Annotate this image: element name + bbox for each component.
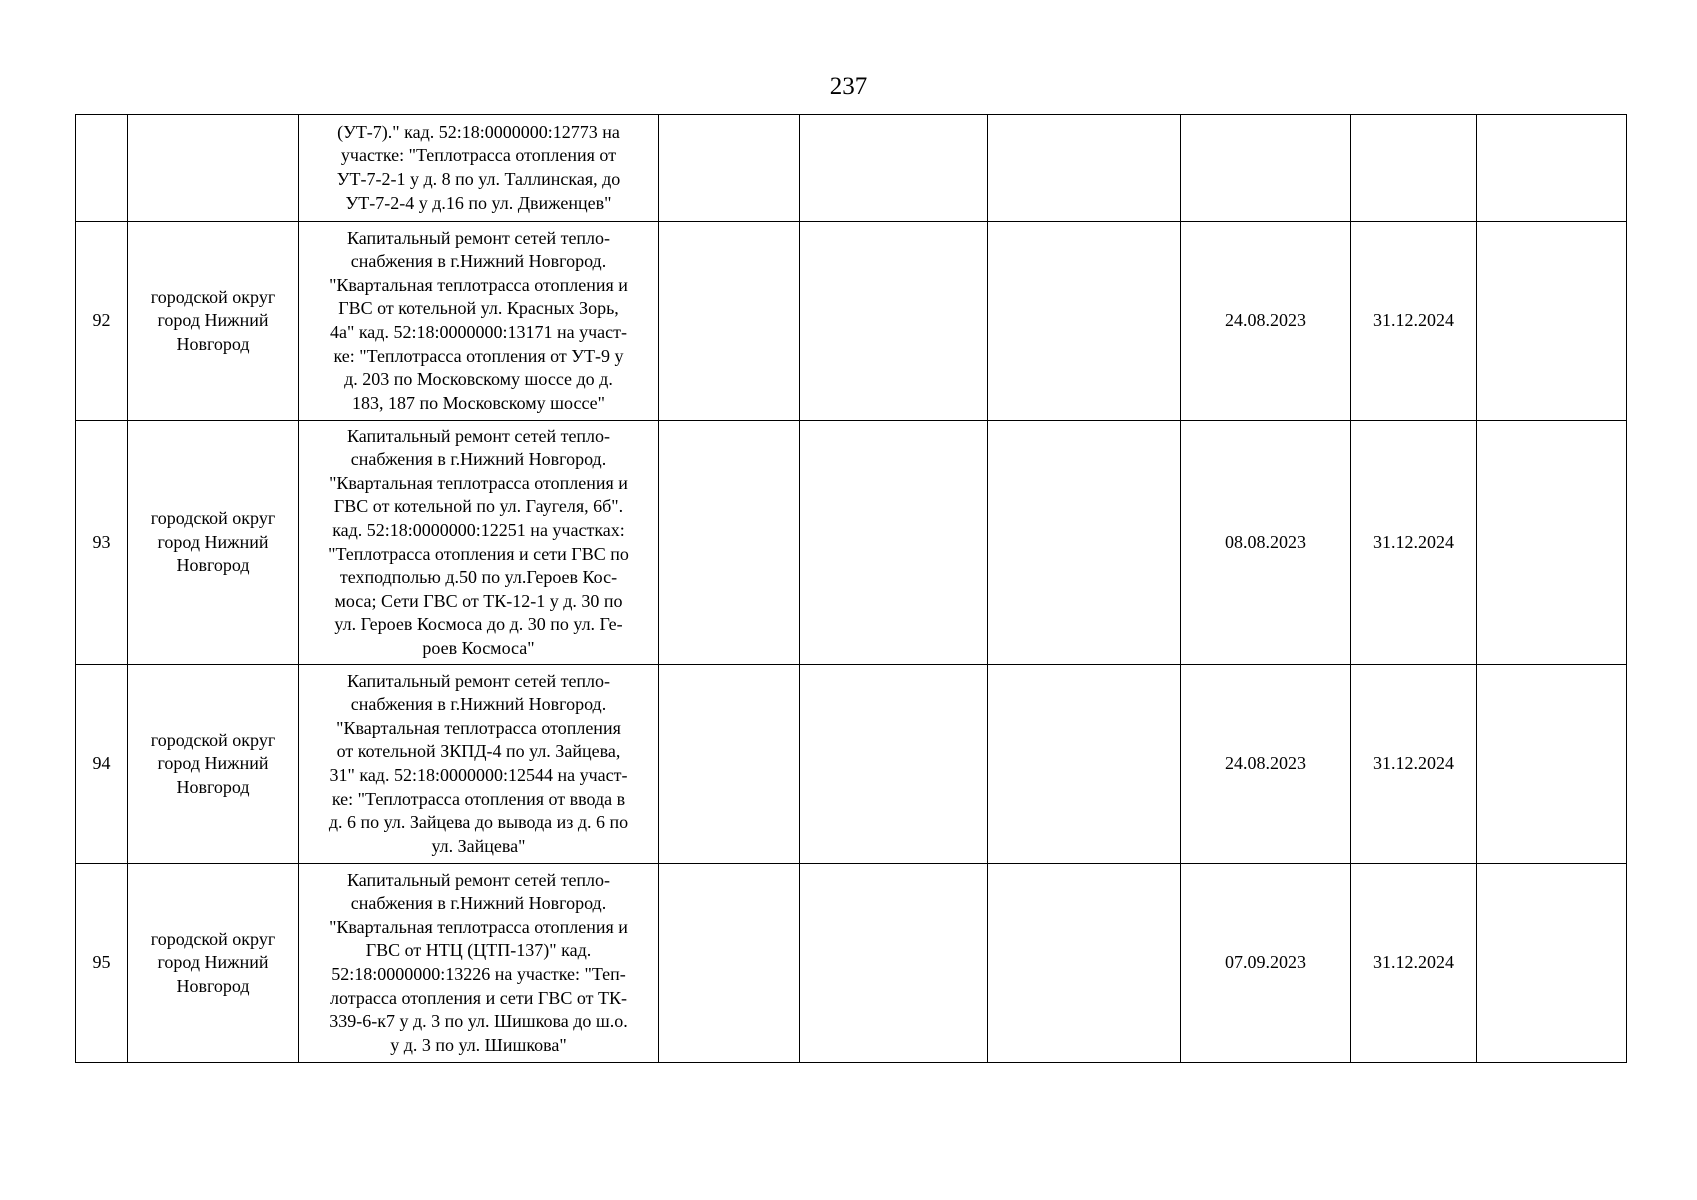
empty-cell xyxy=(1477,864,1627,1063)
empty-cell xyxy=(659,864,800,1063)
table-row xyxy=(76,864,1627,1063)
empty-cell xyxy=(800,421,988,665)
start-date-cell: 24.08.2023 xyxy=(1181,222,1351,421)
end-date-cell: 31.12.2024 xyxy=(1351,421,1477,665)
page-number: 237 xyxy=(829,73,868,100)
empty-cell xyxy=(988,115,1181,222)
end-date-cell: 31.12.2024 xyxy=(1351,665,1477,864)
empty-cell xyxy=(659,222,800,421)
table-row xyxy=(76,665,1627,864)
start-date-cell: 24.08.2023 xyxy=(1181,665,1351,864)
end-date-cell: 31.12.2024 xyxy=(1351,222,1477,421)
table-row xyxy=(76,115,1627,222)
empty-cell xyxy=(659,665,800,864)
description-cell: Капитальный ремонт сетей тепло- снабжения в г.Нижний Новгород. "Квартальная теплотрасса отопления от котельной ЗКПД-4 по ул. Зайцева, 31" кад. 52:18:0000000:12544 на участ- ке: "Теплотрасса отопления от ввода в д. 6 по ул. Зайцева до вывода из д. 6 по ул. Зайцева" xyxy=(299,665,659,864)
empty-cell xyxy=(988,665,1181,864)
empty-cell xyxy=(1477,115,1627,222)
table-row xyxy=(76,421,1627,665)
row-number-cell: 93 xyxy=(76,421,128,665)
table-row xyxy=(76,222,1627,421)
row-number-cell: 94 xyxy=(76,665,128,864)
empty-cell xyxy=(988,864,1181,1063)
empty-cell xyxy=(659,421,800,665)
empty-cell xyxy=(988,421,1181,665)
empty-cell xyxy=(800,864,988,1063)
municipality-cell: городской округ город Нижний Новгород xyxy=(128,665,299,864)
start-date-cell: 08.08.2023 xyxy=(1181,421,1351,665)
row-number-cell: 95 xyxy=(76,864,128,1063)
municipality-cell: городской округ город Нижний Новгород xyxy=(128,864,299,1063)
empty-cell xyxy=(659,115,800,222)
end-date-cell xyxy=(1351,115,1477,222)
municipality-cell: городской округ город Нижний Новгород xyxy=(128,421,299,665)
description-cell: (УТ-7)." кад. 52:18:0000000:12773 на участке: "Теплотрасса отопления от УТ-7-2-1 у д. 8 по ул. Таллинская, до УТ-7-2-4 у д.16 по ул. Движенцев" xyxy=(299,115,659,222)
description-cell: Капитальный ремонт сетей тепло- снабжения в г.Нижний Новгород. "Квартальная теплотрасса отопления и ГВС от НТЦ (ЦТП-137)" кад. 52:18:0000000:13226 на участке: "Теп- лотрасса отопления и сети ГВС от ТК- 339-6-к7 у д. 3 по ул. Шишкова до ш.о. у д. 3 по ул. Шишкова" xyxy=(299,864,659,1063)
end-date-cell: 31.12.2024 xyxy=(1351,864,1477,1063)
start-date-cell: 07.09.2023 xyxy=(1181,864,1351,1063)
empty-cell xyxy=(1477,665,1627,864)
start-date-cell xyxy=(1181,115,1351,222)
empty-cell xyxy=(800,115,988,222)
empty-cell xyxy=(800,222,988,421)
row-number-cell: 92 xyxy=(76,222,128,421)
row-number-cell xyxy=(76,115,128,222)
empty-cell xyxy=(1477,222,1627,421)
municipality-cell: городской округ город Нижний Новгород xyxy=(128,222,299,421)
empty-cell xyxy=(800,665,988,864)
works-table xyxy=(75,114,1627,1063)
municipality-cell xyxy=(128,115,299,222)
description-cell: Капитальный ремонт сетей тепло- снабжения в г.Нижний Новгород. "Квартальная теплотрасса отопления и ГВС от котельной по ул. Гаугеля, 6б". кад. 52:18:0000000:12251 на участках: "Теплотрасса отопления и сети ГВС по техподполью д.50 по ул.Героев Кос- моса; Сети ГВС от ТК-12-1 у д. 30 по ул. Героев Космоса до д. 30 по ул. Ге- роев Космоса" xyxy=(299,421,659,665)
empty-cell xyxy=(988,222,1181,421)
empty-cell xyxy=(1477,421,1627,665)
description-cell: Капитальный ремонт сетей тепло- снабжения в г.Нижний Новгород. "Квартальная теплотрасса отопления и ГВС от котельной ул. Красных Зорь, 4а" кад. 52:18:0000000:13171 на участ- ке: "Теплотрасса отопления от УТ-9 у д. 203 по Московскому шоссе до д. 183, 187 по Московскому шоссе" xyxy=(299,222,659,421)
